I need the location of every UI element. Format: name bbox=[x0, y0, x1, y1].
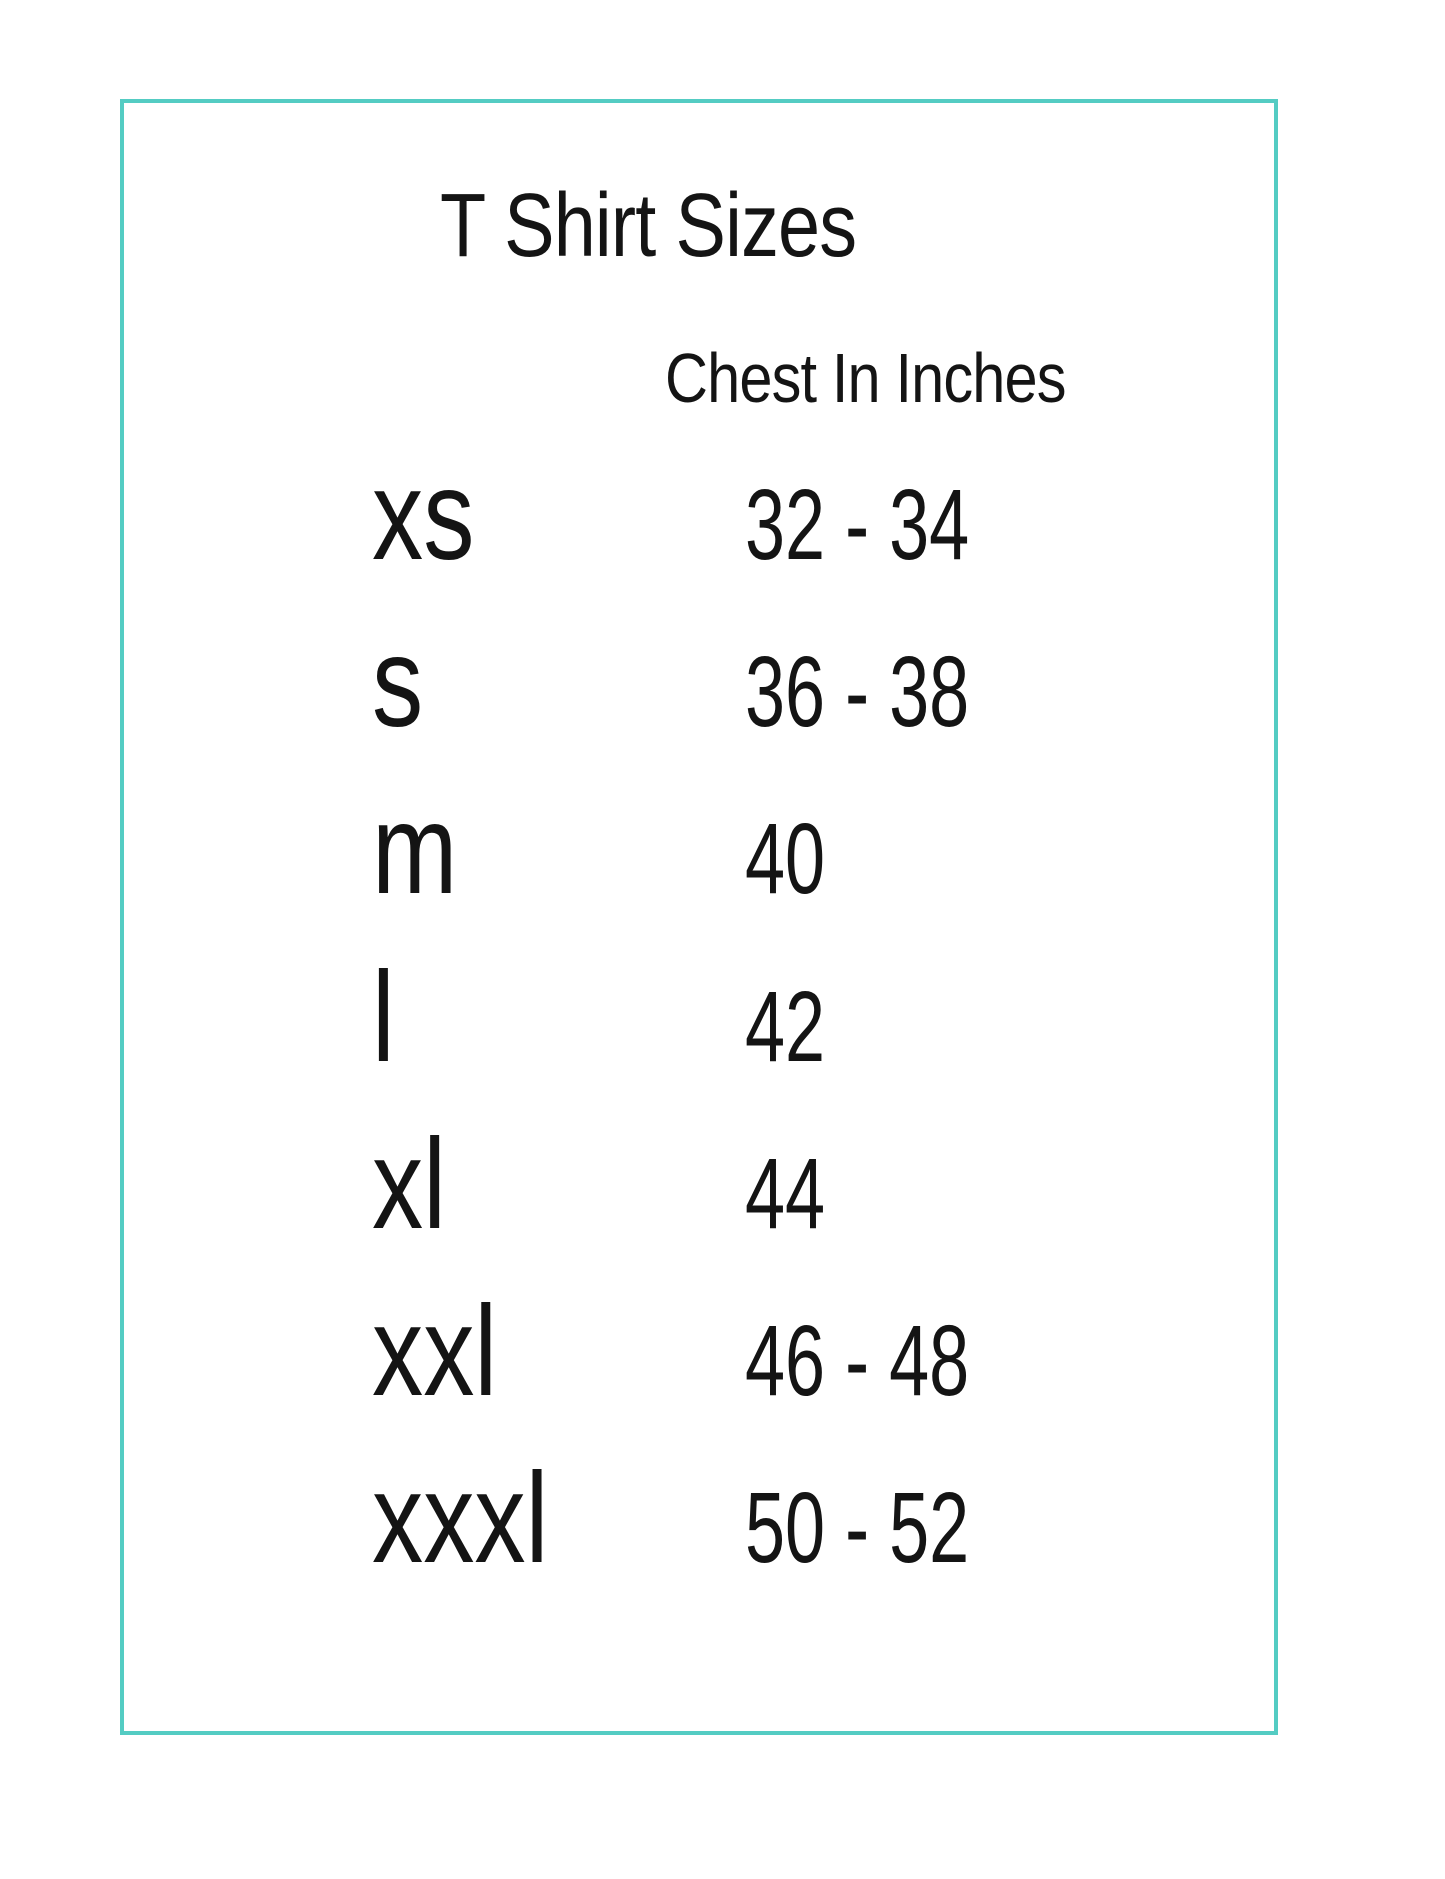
size-row-xxxl bbox=[372, 1447, 1056, 1590]
chest-value: 36 - 38 bbox=[745, 636, 970, 748]
size-label: xl bbox=[372, 1113, 446, 1256]
column-header-chest: Chest In Inches bbox=[665, 339, 1066, 417]
size-label: xs bbox=[372, 444, 475, 587]
size-chart-frame bbox=[120, 99, 1278, 1735]
chest-value: 40 bbox=[745, 803, 826, 915]
size-label: s bbox=[372, 611, 424, 754]
size-label: l bbox=[372, 946, 395, 1089]
chest-value: 42 bbox=[745, 971, 826, 1083]
chest-value: 44 bbox=[745, 1138, 826, 1250]
size-label: xxl bbox=[372, 1280, 498, 1423]
size-label: xxxl bbox=[372, 1447, 549, 1590]
chest-value: 46 - 48 bbox=[745, 1305, 970, 1417]
size-row-xxl bbox=[372, 1280, 1056, 1423]
size-row-xs bbox=[372, 444, 1056, 587]
chest-value: 32 - 34 bbox=[745, 469, 970, 581]
chart-title: T Shirt Sizes bbox=[440, 176, 857, 276]
size-row-xl bbox=[372, 1113, 856, 1256]
chest-value: 50 - 52 bbox=[745, 1472, 970, 1584]
size-row-s bbox=[372, 611, 1056, 754]
size-label: m bbox=[372, 778, 458, 921]
size-row-l bbox=[372, 946, 856, 1089]
size-row-m bbox=[372, 778, 856, 921]
